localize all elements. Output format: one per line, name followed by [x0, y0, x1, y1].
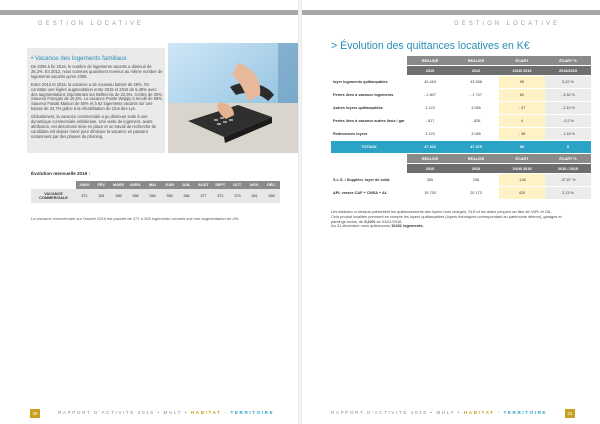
cell-value: 420 [499, 187, 545, 200]
table-row [331, 128, 591, 141]
cell-value: 20 173 [453, 187, 499, 200]
total-value: 0 [545, 141, 591, 154]
footer-separator: - [221, 410, 231, 415]
table2-header-row-1 [331, 154, 591, 164]
text-paragraph-2-end: au 01/01/2016. [375, 218, 403, 224]
col-subheader: 2016/ 2015 [499, 164, 545, 174]
footer-separator: - [494, 410, 504, 415]
cell-value: 3 085 [453, 128, 499, 141]
month-header: OCT. [229, 181, 246, 189]
cell-value: -37,87 % [545, 174, 591, 187]
table-row [331, 76, 591, 89]
col-header: RÉALISÉ [407, 56, 453, 66]
top-rule [300, 10, 600, 15]
vacancy-value: 361 [93, 189, 110, 203]
cell-value: - 37 [499, 102, 545, 115]
cell-value: - 1,18 % [545, 128, 591, 141]
cell-value: - 3,32 % [545, 89, 591, 102]
footer-prefix: RAPPORT D'ACTIVITÉ 2016 • MHLT • [58, 410, 191, 415]
text-paragraph-3 [331, 224, 571, 229]
cell-value: 0,22 % [545, 76, 591, 89]
office-phone-photo [168, 43, 300, 153]
vacancy-value: 377 [195, 189, 212, 203]
footer-territoire: TERRITOIRE [230, 410, 275, 415]
table-row [331, 115, 591, 128]
table-row [331, 174, 591, 187]
evolution-title: Évolution mensuelle 2016 : [31, 171, 90, 176]
table1-header-row-1 [331, 56, 591, 66]
cell-value: - 826 [453, 115, 499, 128]
table2-header-row-2 [331, 164, 591, 174]
row-label: Pertes liées à vacance autres lieux / gar [331, 115, 407, 128]
top-rule [0, 10, 300, 15]
cell-value: 2,13 % [545, 187, 591, 200]
total-value: 53 [499, 141, 545, 154]
footer-habitat: HABITAT [190, 410, 222, 415]
vacance-text [31, 65, 164, 143]
month-header: AVRIL [127, 181, 144, 189]
empty-header-cell [331, 56, 407, 66]
col-header: RÉALISÉ [453, 154, 499, 164]
row-label: Redevances loyers [331, 128, 407, 141]
vacancy-value: 368 [263, 189, 280, 203]
vacancy-value: 366 [178, 189, 195, 203]
vacancy-value: 361 [246, 189, 263, 203]
col-subheader: 2016 [453, 164, 499, 174]
text-paragraph-3-bold: 10431 logements. [391, 223, 424, 229]
month-header: NOV. [246, 181, 263, 189]
text-paragraph-2-bold: 0,22% [364, 218, 376, 224]
vacancy-value: 379 [229, 189, 246, 203]
col-header: RÉALISÉ [407, 154, 453, 164]
row-label: Pertes liées à vacance logements [331, 89, 407, 102]
cell-value: - 0,2 % [545, 115, 591, 128]
vacancy-data-row [31, 189, 280, 203]
row-label: loyer logements quittançables [331, 76, 407, 89]
quittances-title: > Évolution des quittances locatives en K€ [331, 40, 530, 52]
cell-value: 95 [499, 76, 545, 89]
text-paragraph-1: Les tableaux ci-dessus présentent les quittancements des loyers hors charges, SLS et les aides perçues au titre de l'APL et l'AL. [331, 209, 553, 214]
month-header: JUIL. [178, 181, 195, 189]
vacancy-row-label: VACANCE COMMERCIALE [31, 189, 76, 203]
office-phone-illustration [168, 43, 300, 153]
evolution-note: La vacance commerciale sur l'année 2016 est passée de 371 à 368 logements vacants soit une augmentation de 4%. [31, 216, 240, 221]
month-header: SEPT. [212, 181, 229, 189]
vacancy-value: 356 [161, 189, 178, 203]
totals-label: TOTAUX [331, 141, 407, 154]
text-paragraph-2-start: Cela produit localités prennent en compte les loyers quittançables (loyers théoriques correspondant au patrimoine détenu), garages et parkings inclus, de [331, 213, 562, 224]
col-subheader: 2016/ 2015 [499, 66, 545, 76]
month-header: JANV. [76, 181, 93, 189]
left-page-header: GESTION LOCATIVE [38, 21, 144, 27]
row-label: S.L.S. / Supplém. loyer de solid. [331, 174, 407, 187]
cell-value: 4 [499, 115, 545, 128]
vacancy-value: 371 [212, 189, 229, 203]
cell-value: 43 558 [453, 76, 499, 89]
text-paragraph-3-start: Au 31 décembre nous quittancons [331, 223, 392, 229]
cell-value: 19 753 [407, 187, 453, 200]
empty-header-cell [31, 181, 76, 189]
vacance-title: • Vacance des logements familiaux [31, 55, 127, 62]
sls-apl-table [331, 154, 591, 200]
cell-value: 238 [453, 174, 499, 187]
table1-header-row-2 [331, 66, 591, 76]
empty-header-cell [331, 164, 407, 174]
col-header: ÉCART % [545, 56, 591, 66]
row-label: Autres loyers quittançables [331, 102, 407, 115]
cell-value: 3 085 [453, 102, 499, 115]
month-header: DÉC. [263, 181, 280, 189]
left-page-number: 30 [30, 409, 40, 418]
total-value: 47 475 [453, 141, 499, 154]
table-row [331, 102, 591, 115]
vacancy-value: 356 [127, 189, 144, 203]
month-header: MAI [144, 181, 161, 189]
total-value: 47 422 [407, 141, 453, 154]
col-subheader: 2015 [407, 164, 453, 174]
cell-value: - 38 [499, 128, 545, 141]
cell-value: - 2,15 % [545, 102, 591, 115]
quittances-text [331, 210, 571, 229]
table-row [331, 187, 591, 200]
col-subheader: 2016 / 2015 [545, 164, 591, 174]
cell-value: 385 [407, 174, 453, 187]
left-page-footer [58, 410, 274, 415]
right-page-footer [331, 410, 547, 415]
vacancy-value: 356 [110, 189, 127, 203]
months-header-row [31, 181, 280, 189]
right-page-number: 31 [565, 409, 575, 418]
page-fold [298, 0, 302, 424]
vacance-paragraph-3: Globalement, la vacance commerciale a pu diminuer suite à une dynamique commerciale ambitieuse. Une visite de logement, avant attribution, est désormais mise en place et un travail de recherche de candidats est depuis mené pour diminuer la vacance en passant notamment par des phases de phoning. [31, 114, 157, 139]
totals-row [331, 141, 591, 154]
vacance-paragraph-2: Entre 2013 et 2016, la vacance a de nouveau baissé de 28%. On constate une légère augmentation entre 2015 et 2016 de 5,48% avec des augmentations importantes sur Bellecroix de 22,6%, Centre de 30%, Sauveur Français de 15,5%. La vacance Pointe Wappy a reculé de 58%, Sauveur Faisait Maison de 50% et à 62 logements vacants sur une baisse de 34,7% grâce à la réhabilitation du Clos des Lys. [31, 81, 164, 112]
col-subheader: 2015 [407, 66, 453, 76]
footer-territoire: TERRITOIRE [503, 410, 548, 415]
month-header: MARS [110, 181, 127, 189]
month-header: AOÛT [195, 181, 212, 189]
monthly-vacancy-table [31, 181, 280, 203]
month-header: FÉV. [93, 181, 110, 189]
cell-value: 3 123 [407, 128, 453, 141]
right-page-header: GESTION LOCATIVE [454, 21, 560, 27]
col-header: RÉALISÉ [453, 56, 499, 66]
vacance-paragraph-1: De 2006 à fin 2016, le nombre de logements vacants a diminué de 28,3%. En 2012, nous sommes quasiment revenus au même nombre de logements vacants qu'en 2006. [31, 64, 163, 79]
footer-habitat: HABITAT [463, 410, 495, 415]
row-label: APL versée CAF + CMSA + AL [331, 187, 407, 200]
col-header: ÉCART [499, 56, 545, 66]
empty-header-cell [331, 154, 407, 164]
vacancy-value: 356 [144, 189, 161, 203]
cell-value: 3 123 [407, 102, 453, 115]
cell-value: 60 [499, 89, 545, 102]
month-header: JUIN [161, 181, 178, 189]
empty-header-cell [331, 66, 407, 76]
vacancy-value: 371 [76, 189, 93, 203]
cell-value: - 817 [407, 115, 453, 128]
col-subheader: 2016 [453, 66, 499, 76]
cell-value: -146 [499, 174, 545, 187]
col-header: ÉCART [499, 154, 545, 164]
table-row [331, 89, 591, 102]
col-subheader: 2016/2015 [545, 66, 591, 76]
cell-value: - 1 807 [407, 89, 453, 102]
col-header: ÉCART % [545, 154, 591, 164]
right-page [300, 0, 600, 424]
footer-prefix: RAPPORT D'ACTIVITÉ 2016 • MHLT • [331, 410, 464, 415]
quittances-table [331, 56, 591, 154]
cell-value: 43 463 [407, 76, 453, 89]
cell-value: - 1 747 [453, 89, 499, 102]
